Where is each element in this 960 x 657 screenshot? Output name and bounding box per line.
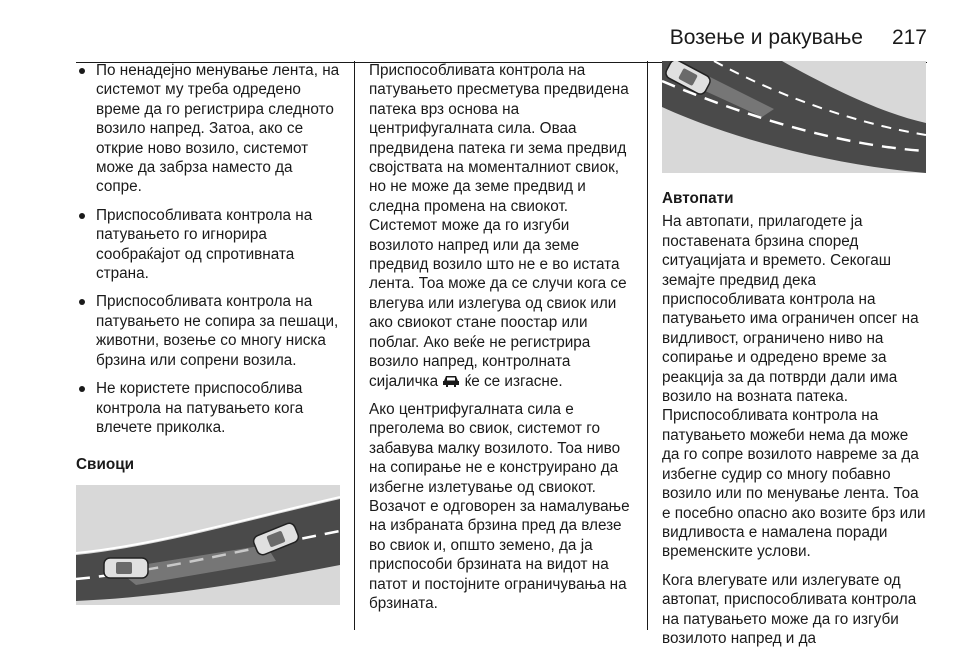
page-number: 217	[891, 26, 927, 49]
paragraph	[369, 61, 633, 391]
paragraph-text: Приспособливата контрола на патувањето пресметува предвидена патека врз основа на центрифугалната сила. Оваа предвидена патека ги зема предвид својствата на моменталниот свиок, но не може да земе предвид и следна промена на свиокот. Системот може да го изгуби возилото напред или да земе предвид возило што не е во истата лента. Тоа може да се случи кога се влегува или излегува од свиок или ако свиокот стане поостар или поблаг. Ако веќе не регистрира возило напред, контролната сијаличка	[369, 62, 629, 390]
paragraph: Ако центрифугалната сила е преголема во свиок, системот го забавува малку возилото. Тоа ниво на сопирање не е конструирано да избегне излетување од свиокот. Возачот е одговорен за намалување на избраната брзина пред да влезе во свиок и, општо земено, да ја приспособи брзината на видот на патот и постојните ограничувања на брзината.	[369, 400, 630, 612]
bullet-item: Приспособливата контрола на патувањето не сопира за пешаци, животни, возење со многу ниска брзина или сопрени возила.	[76, 292, 342, 370]
vehicle-ahead-indicator-icon	[442, 374, 460, 388]
column-divider-1	[354, 61, 355, 630]
paragraph: На автопати, прилагодете ја поставената брзина според ситуацијата и времето. Секогаш земајте предвид дека приспособливата контрола на патувањето има ограничен опсег на видливост, ограничено ниво на сопирање и одредено време за реакција за да потврди дали има возило на возната патека. Приспособливата контрола на патувањето можеби нема да може да го сопре возилото навреме за да избегне судир со многу побавно возило или по менување лента. Тоа е посебно опасно ако возите брз или видливоста е намалена поради временските услови.	[662, 213, 926, 561]
section-heading-curves: Свиоци	[76, 456, 135, 474]
bullet-item: Не користете приспособлива контрола на патувањето кога влечете приколка.	[76, 379, 342, 437]
bullet-item: По ненадејно менување лента, на системот му треба одредено време да го регистрира следното возило напред. Затоа, ако се открие ново возило, системот може да забрза наместо да сопре.	[76, 61, 342, 197]
paragraph-text: ќе се изгасне.	[464, 372, 563, 390]
column-3	[662, 61, 927, 657]
column-divider-2	[647, 61, 648, 630]
page-header	[76, 12, 927, 52]
column-1	[76, 61, 342, 605]
section-heading-highways: Автопати	[662, 190, 734, 207]
header-title: Возење и ракување	[669, 26, 863, 49]
column-2	[369, 61, 633, 622]
highway-illustration	[662, 61, 926, 173]
paragraph: Кога влегувате или излегувате од автопат, приспособливата контрола на патувањето може да го изгуби возилото напред и да	[662, 571, 917, 647]
curve-illustration	[76, 485, 340, 605]
bullet-item: Приспособливата контрола на патувањето го игнорира сообраќајот од спротивната страна.	[76, 206, 342, 284]
